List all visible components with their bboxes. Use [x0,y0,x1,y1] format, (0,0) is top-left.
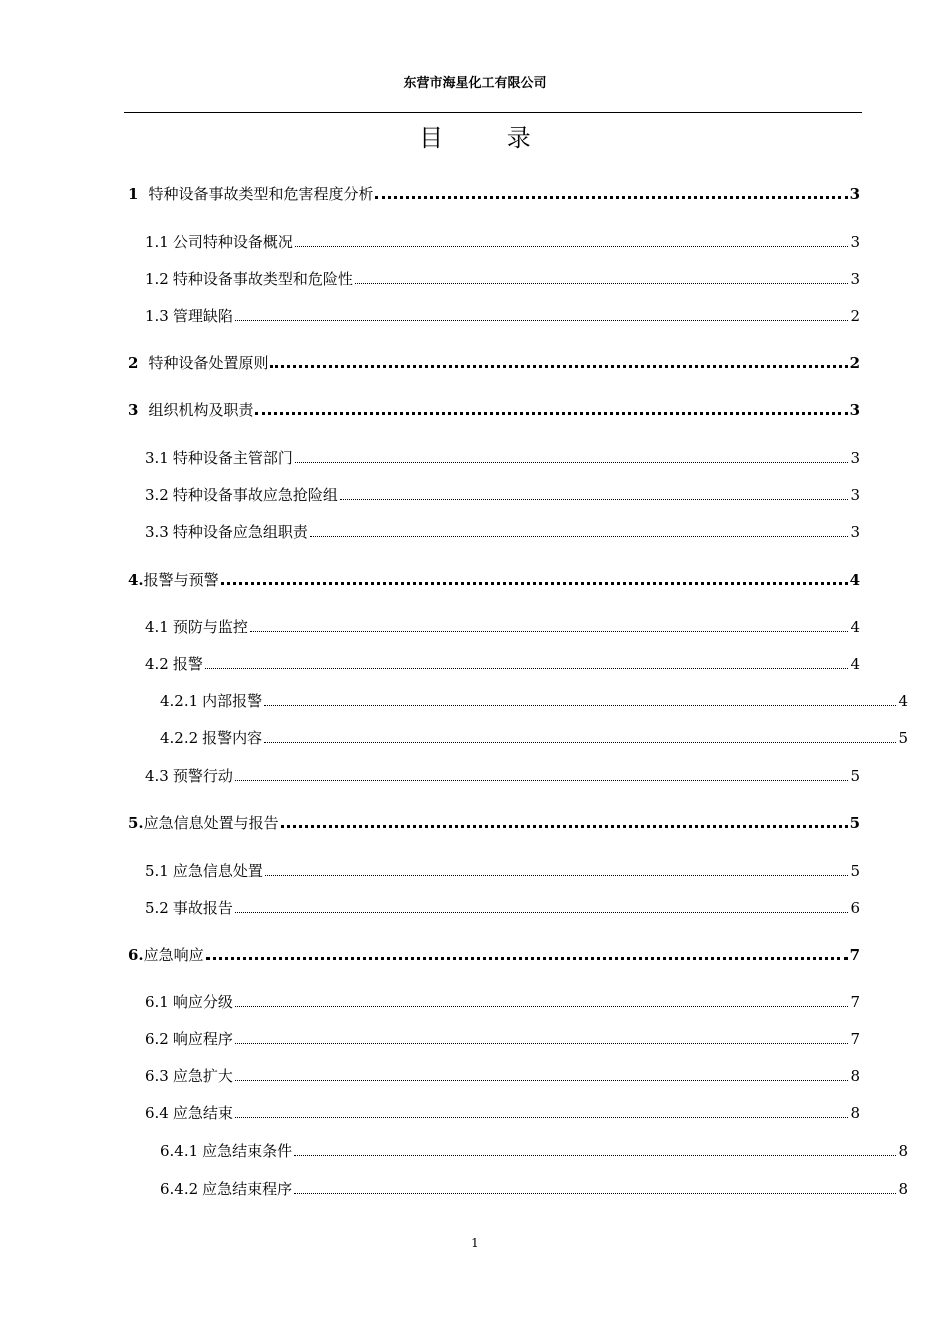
toc-entry-number: 4.2 [145,655,169,673]
toc-entry-number: 4.1 [145,618,169,636]
toc-entry-number: 4. [128,571,144,589]
toc-entry-number: 6.2 [145,1030,169,1048]
toc-entry-number: 6.4.2 [160,1180,199,1198]
toc-entry-page: 3 [850,233,860,251]
toc-entry[interactable] [128,566,860,590]
toc-dot-leader [294,1154,896,1156]
toc-entry-page: 3 [850,523,860,541]
toc-entry[interactable] [145,302,860,326]
toc-dot-leader [310,535,849,537]
toc-entry[interactable] [145,1099,860,1123]
toc-entry[interactable] [145,444,860,468]
toc-entry-label: 特种设备事故类型和危险性 [172,270,353,288]
toc-entry-page: 8 [850,1104,860,1122]
toc-entry[interactable] [145,650,860,674]
toc-dot-leader [375,195,847,199]
toc-entry[interactable] [160,724,908,748]
toc-entry[interactable] [145,762,860,786]
toc-entry-number: 3 [128,401,139,419]
toc-entry-number: 5. [128,814,144,832]
toc-entry-page: 5 [850,767,860,785]
toc-dot-leader [235,1116,849,1118]
toc-entry-number: 1 [128,185,139,203]
toc-entry-label: 特种设备事故应急抢险组 [172,486,338,504]
toc-entry-label: 报警内容 [202,729,263,747]
toc-entry[interactable] [145,265,860,289]
toc-entry-label: 特种设备应急组职责 [172,523,308,541]
toc-entry-label: 报警 [172,655,203,673]
toc-dot-leader [255,411,847,415]
toc-entry[interactable] [145,1025,860,1049]
toc-dot-leader [235,319,849,321]
toc-entry-label: 应急响应 [143,946,204,964]
toc-entry-number: 6.1 [145,993,169,1011]
toc-entry-label: 特种设备主管部门 [172,449,293,467]
toc-entry-page: 6 [850,899,860,917]
toc-entry[interactable] [160,1137,908,1161]
toc-entry-page: 7 [850,1030,860,1048]
toc-entry-page: 3 [850,486,860,504]
toc-entry-number: 1.2 [145,270,169,288]
header-divider [124,112,862,113]
toc-entry-number: 6.3 [145,1067,169,1085]
toc-entry-label: 内部报警 [202,692,263,710]
toc-title: 目 录 [419,124,559,152]
toc-entry-number: 6.4.1 [160,1142,199,1160]
toc-entry-page: 5 [850,862,860,880]
toc-entry-label: 响应程序 [172,1030,233,1048]
toc-entry-label: 事故报告 [172,899,233,917]
toc-entry-number: 3.2 [145,486,169,504]
toc-entry-number: 6. [128,946,144,964]
toc-dot-leader [264,704,896,706]
toc-entry[interactable] [128,180,860,204]
toc-entry-number: 3.1 [145,449,169,467]
toc-dot-leader [355,282,849,284]
toc-entry-page: 8 [898,1142,908,1160]
toc-entry-number: 1.3 [145,307,169,325]
toc-dot-leader [205,667,849,669]
toc-entry-number: 1.1 [145,233,169,251]
toc-entry[interactable] [145,857,860,881]
toc-entry-label: 特种设备处置原则 [148,354,269,372]
toc-dot-leader [265,874,849,876]
toc-entry-label: 报警与预警 [143,571,219,589]
toc-entry-label: 应急结束条件 [202,1142,293,1160]
toc-entry-page: 4 [849,571,860,589]
toc-entry-page: 8 [850,1067,860,1085]
toc-entry-page: 2 [850,307,860,325]
toc-dot-leader [235,1005,849,1007]
toc-entry-page: 5 [849,814,860,832]
toc-entry-label: 应急结束 [172,1104,233,1122]
toc-entry-label: 应急信息处置与报告 [143,814,279,832]
toc-entry-number: 3.3 [145,523,169,541]
toc-entry-label: 预防与监控 [172,618,248,636]
page-number: 1 [471,1236,479,1250]
toc-entry[interactable] [128,349,860,373]
toc-dot-leader [294,1192,896,1194]
toc-dot-leader [281,824,848,828]
toc-dot-leader [235,1042,849,1044]
toc-entry-label: 公司特种设备概况 [172,233,293,251]
toc-entry-label: 应急结束程序 [202,1180,293,1198]
toc-entry[interactable] [145,613,860,637]
toc-dot-leader [206,956,848,960]
toc-dot-leader [270,364,847,368]
toc-entry-page: 2 [849,354,860,372]
toc-entry-number: 4.3 [145,767,169,785]
toc-entry-page: 3 [850,270,860,288]
document-header: 东营市海星化工有限公司 [403,76,547,91]
toc-entry-page: 3 [850,449,860,467]
toc-entry-page: 7 [849,946,860,964]
toc-entry-page: 5 [898,729,908,747]
toc-entry[interactable] [160,687,908,711]
toc-entry[interactable] [145,481,860,505]
toc-entry[interactable] [145,228,860,252]
toc-entry-page: 4 [898,692,908,710]
toc-entry-number: 4.2.1 [160,692,199,710]
toc-entry-label: 组织机构及职责 [148,401,254,419]
toc-entry[interactable] [160,1175,908,1199]
toc-entry-page: 3 [849,185,860,203]
toc-entry-label: 预警行动 [172,767,233,785]
toc-dot-leader [235,779,849,781]
toc-dot-leader [295,245,849,247]
toc-entry[interactable] [145,518,860,542]
toc-entry-number: 2 [128,354,139,372]
toc-dot-leader [340,498,849,500]
toc-entry-label: 应急扩大 [172,1067,233,1085]
toc-dot-leader [295,461,849,463]
toc-dot-leader [235,911,849,913]
toc-entry[interactable] [128,809,860,833]
toc-dot-leader [264,741,896,743]
toc-entry-label: 管理缺陷 [172,307,233,325]
toc-entry[interactable] [128,941,860,965]
toc-entry-page: 4 [850,618,860,636]
toc-dot-leader [250,630,849,632]
toc-entry[interactable] [145,1062,860,1086]
toc-entry-label: 应急信息处置 [172,862,263,880]
toc-entry[interactable] [128,396,860,420]
toc-entry[interactable] [145,894,860,918]
toc-entry-number: 5.1 [145,862,169,880]
toc-entry-number: 4.2.2 [160,729,199,747]
toc-entry-page: 7 [850,993,860,1011]
toc-entry-number: 6.4 [145,1104,169,1122]
toc-dot-leader [235,1079,849,1081]
toc-entry-label: 特种设备事故类型和危害程度分析 [148,185,374,203]
toc-entry[interactable] [145,988,860,1012]
toc-dot-leader [221,581,848,585]
toc-entry-page: 8 [898,1180,908,1198]
toc-entry-number: 5.2 [145,899,169,917]
toc-entry-page: 4 [850,655,860,673]
toc-entry-page: 3 [849,401,860,419]
toc-entry-label: 响应分级 [172,993,233,1011]
